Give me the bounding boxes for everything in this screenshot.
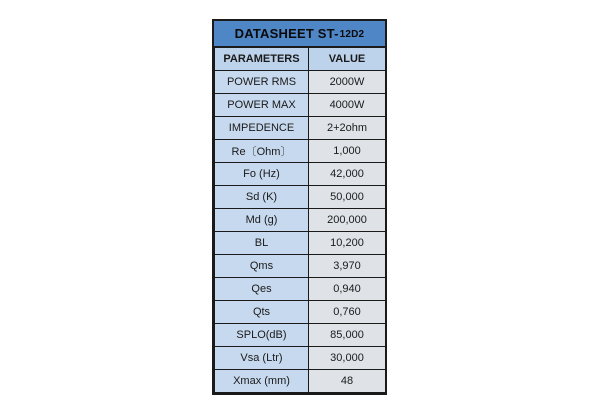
parameter-value: 42,000 — [309, 163, 386, 186]
parameter-name: Qts — [215, 301, 309, 324]
table-row — [215, 255, 386, 278]
parameter-name: Sd (K) — [215, 186, 309, 209]
parameter-name: Xmax (mm) — [215, 370, 309, 393]
table-row — [215, 324, 386, 347]
table-header-row — [215, 48, 386, 71]
table-row — [215, 370, 386, 393]
parameter-value: 10,200 — [309, 232, 386, 255]
parameter-value: 48 — [309, 370, 386, 393]
table-row — [215, 232, 386, 255]
header-parameters: PARAMETERS — [215, 48, 309, 71]
datasheet-table — [212, 19, 387, 395]
parameter-value: 2000W — [309, 71, 386, 94]
parameter-name: Re〔Ohm〕 — [215, 140, 309, 163]
table-row — [215, 301, 386, 324]
parameter-name: BL — [215, 232, 309, 255]
table-row — [215, 186, 386, 209]
table-row — [215, 278, 386, 301]
table-row — [215, 71, 386, 94]
parameter-name: IMPEDENCE — [215, 117, 309, 140]
parameter-name: SPLO(dB) — [215, 324, 309, 347]
parameter-name: Fo (Hz) — [215, 163, 309, 186]
parameter-name: POWER RMS — [215, 71, 309, 94]
parameter-value: 30,000 — [309, 347, 386, 370]
table-row — [215, 209, 386, 232]
parameter-name: Qes — [215, 278, 309, 301]
parameter-name: POWER MAX — [215, 94, 309, 117]
table-row — [215, 163, 386, 186]
table-row — [215, 347, 386, 370]
parameter-value: 0,940 — [309, 278, 386, 301]
parameter-value: 85,000 — [309, 324, 386, 347]
datasheet-title-model: 12D2 — [339, 29, 365, 40]
parameter-value: 1,000 — [309, 140, 386, 163]
parameter-name: Md (g) — [215, 209, 309, 232]
table-row — [215, 94, 386, 117]
datasheet-title — [214, 21, 385, 47]
parameters-table — [214, 47, 386, 393]
parameter-name: Qms — [215, 255, 309, 278]
parameter-value: 0,760 — [309, 301, 386, 324]
table-row — [215, 117, 386, 140]
parameter-name: Vsa (Ltr) — [215, 347, 309, 370]
table-row — [215, 140, 386, 163]
parameter-value: 3,970 — [309, 255, 386, 278]
datasheet-title-prefix: DATASHEET ST- — [234, 26, 339, 41]
parameter-value: 4000W — [309, 94, 386, 117]
header-value: VALUE — [309, 48, 386, 71]
parameter-value: 50,000 — [309, 186, 386, 209]
parameter-value: 2+2ohm — [309, 117, 386, 140]
parameter-value: 200,000 — [309, 209, 386, 232]
